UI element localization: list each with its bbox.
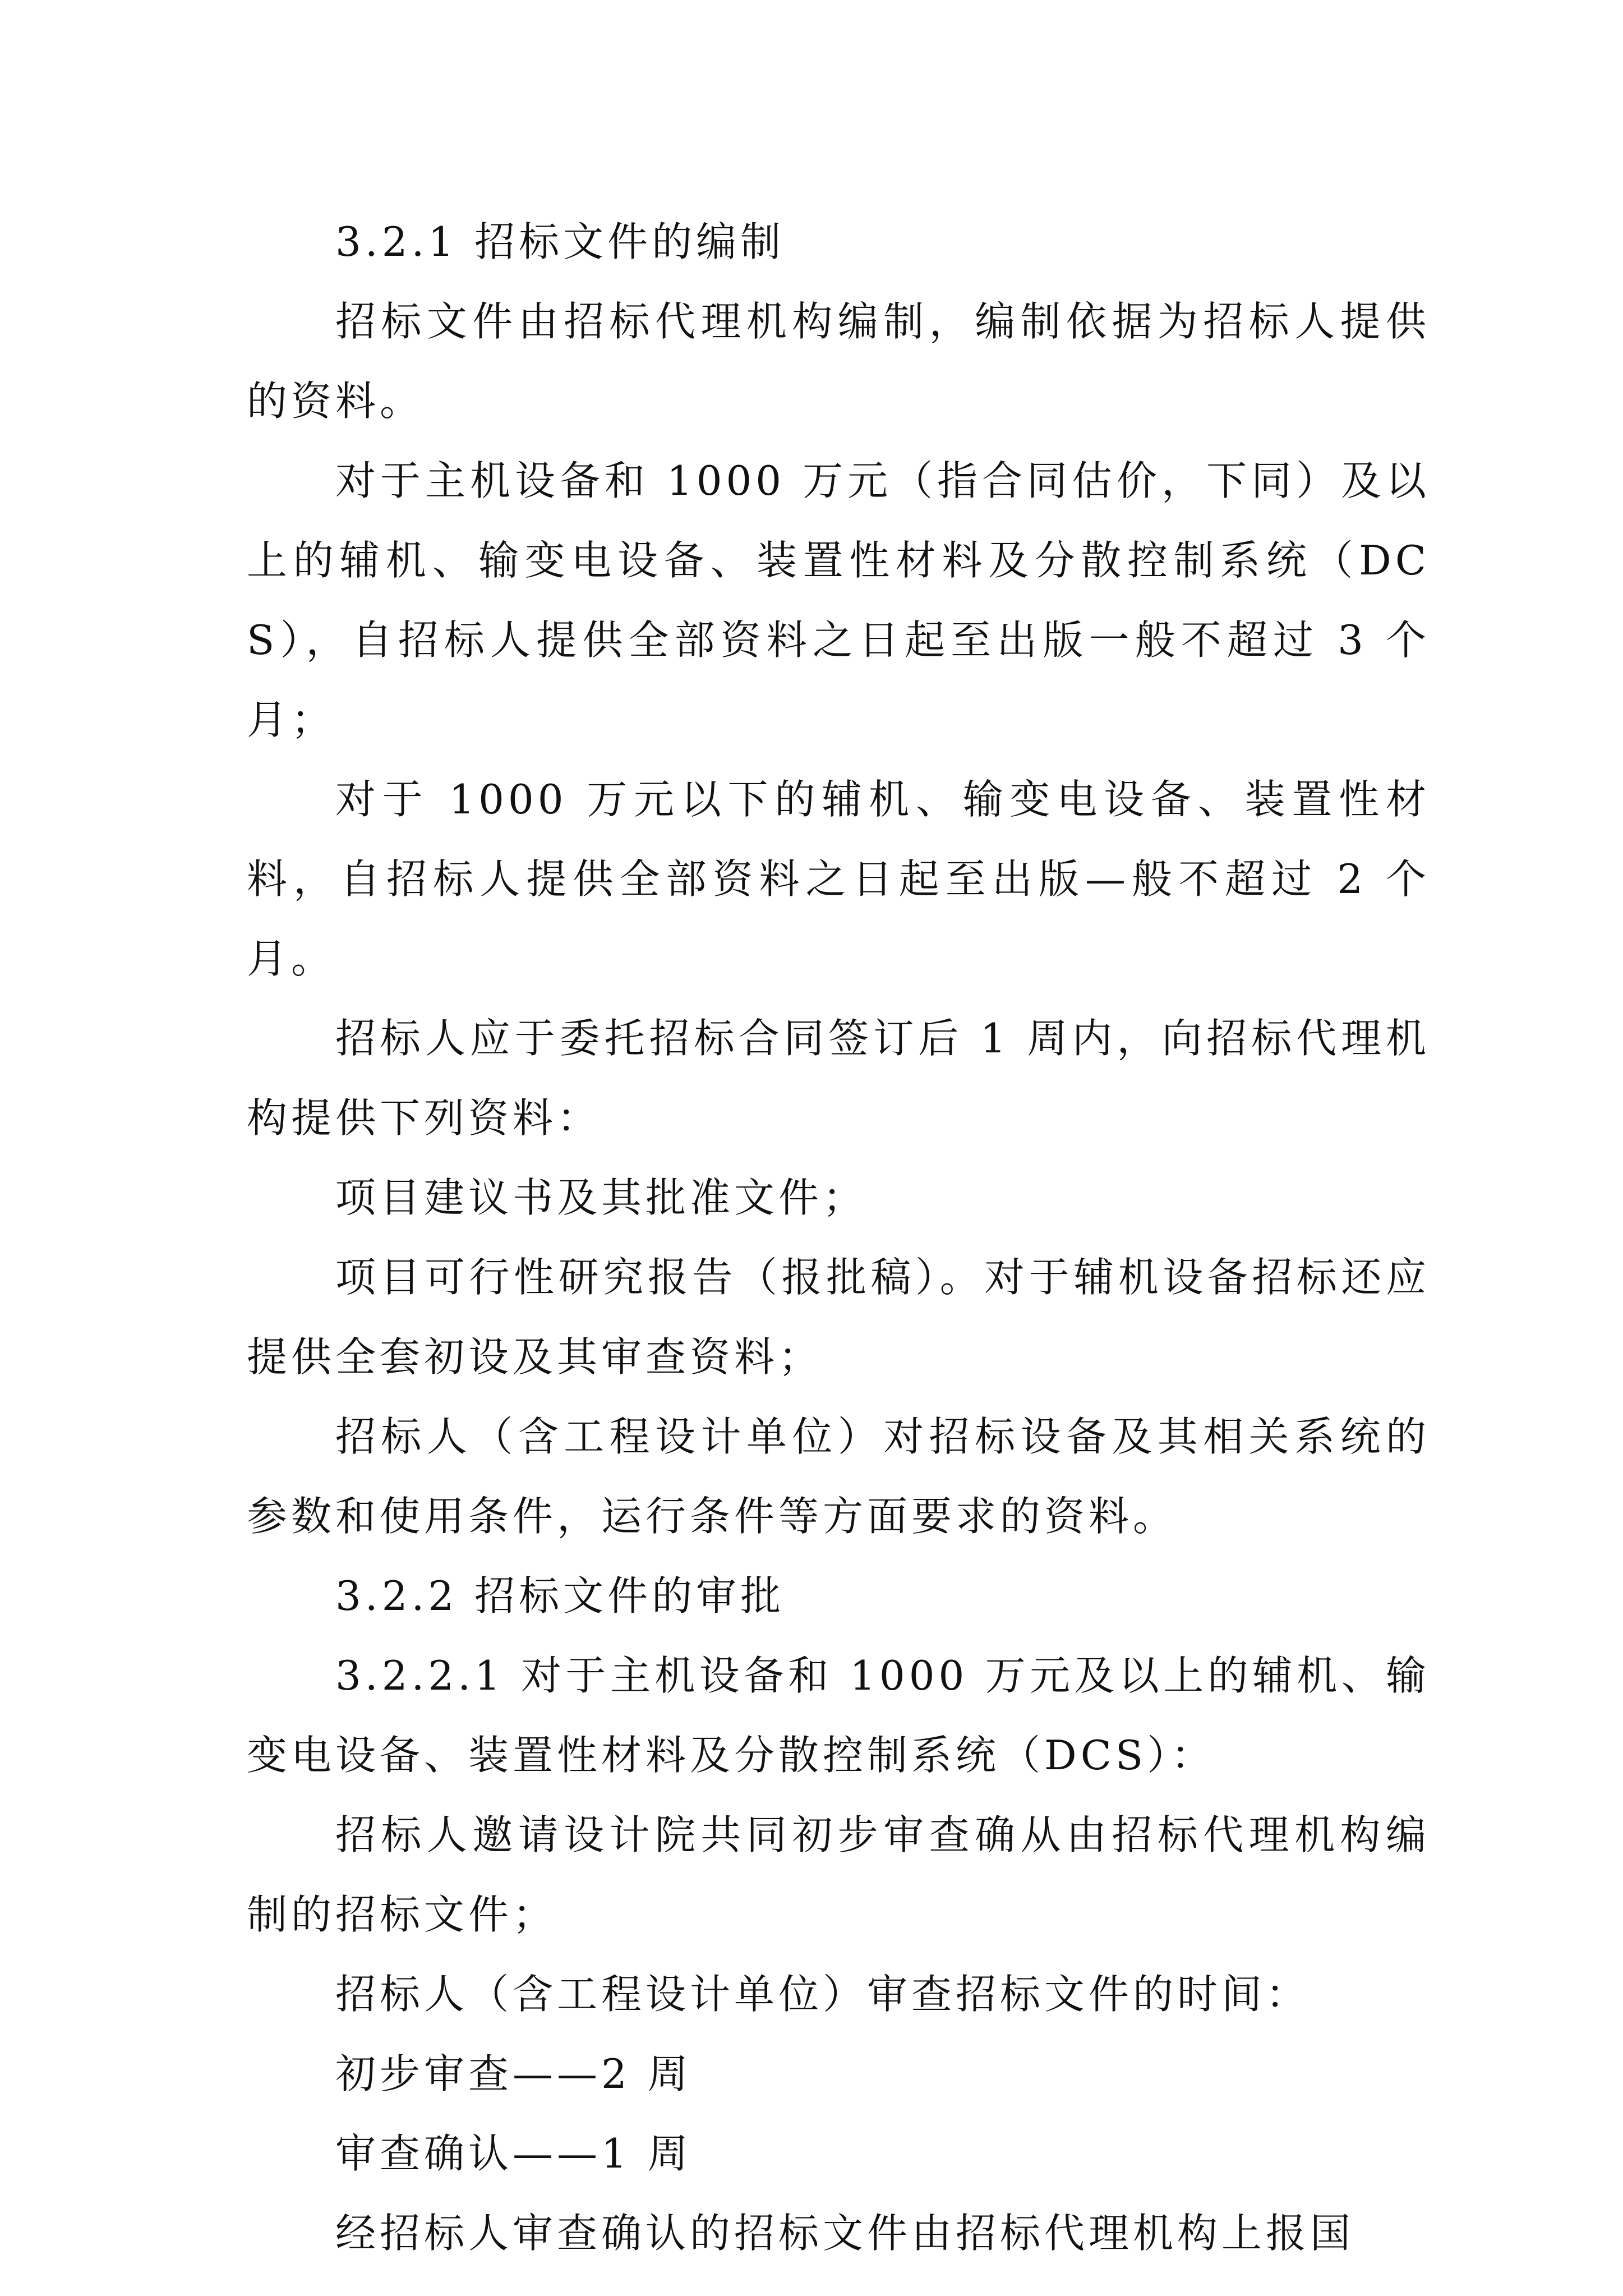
paragraph: 对于主机设备和 1000 万元（指合同估价，下同）及以上的辅机、输变电设备、装置性材料及分散控制系统（DCS），自招标人提供全部资料之日起至出版一般不超过 3 个月；: [247, 457, 1430, 743]
paragraph: 招标人应于委托招标合同签订后 1 周内，向招标代理机构提供下列资料：: [247, 1015, 1430, 1142]
list-item: 审查确认——1 周: [335, 2130, 692, 2177]
list-item: 初步审查——2 周: [335, 2050, 692, 2097]
section-heading-3-2-1: 3.2.1 招标文件的编制: [335, 218, 785, 265]
list-item: 项目可行性研究报告（报批稿）。对于辅机设备招标还应提供全套初设及其审查资料；: [247, 1254, 1430, 1381]
paragraph: 招标文件由招标代理机构编制，编制依据为招标人提供的资料。: [247, 298, 1430, 425]
section-heading-3-2-2: 3.2.2 招标文件的审批: [335, 1572, 785, 1619]
paragraph: 3.2.2.1 对于主机设备和 1000 万元及以上的辅机、输变电设备、装置性材料及分散控制系统（DCS）：: [247, 1652, 1430, 1779]
paragraph: 经招标人审查确认的招标文件由招标代理机构上报国: [335, 2210, 1355, 2257]
paragraph: 对于 1000 万元以下的辅机、输变电设备、装置性材料，自招标人提供全部资料之日起至出版—般不超过 2 个月。: [247, 776, 1430, 982]
list-item: 项目建议书及其批准文件；: [335, 1174, 868, 1221]
paragraph: 招标人邀请设计院共同初步审查确从由招标代理机构编制的招标文件；: [247, 1811, 1430, 1938]
paragraph: 招标人（含工程设计单位）审查招标文件的时间：: [335, 1971, 1311, 2018]
list-item: 招标人（含工程设计单位）对招标设备及其相关系统的参数和使用条件，运行条件等方面要求的资料。: [247, 1413, 1430, 1540]
document-body: [247, 202, 1430, 2273]
